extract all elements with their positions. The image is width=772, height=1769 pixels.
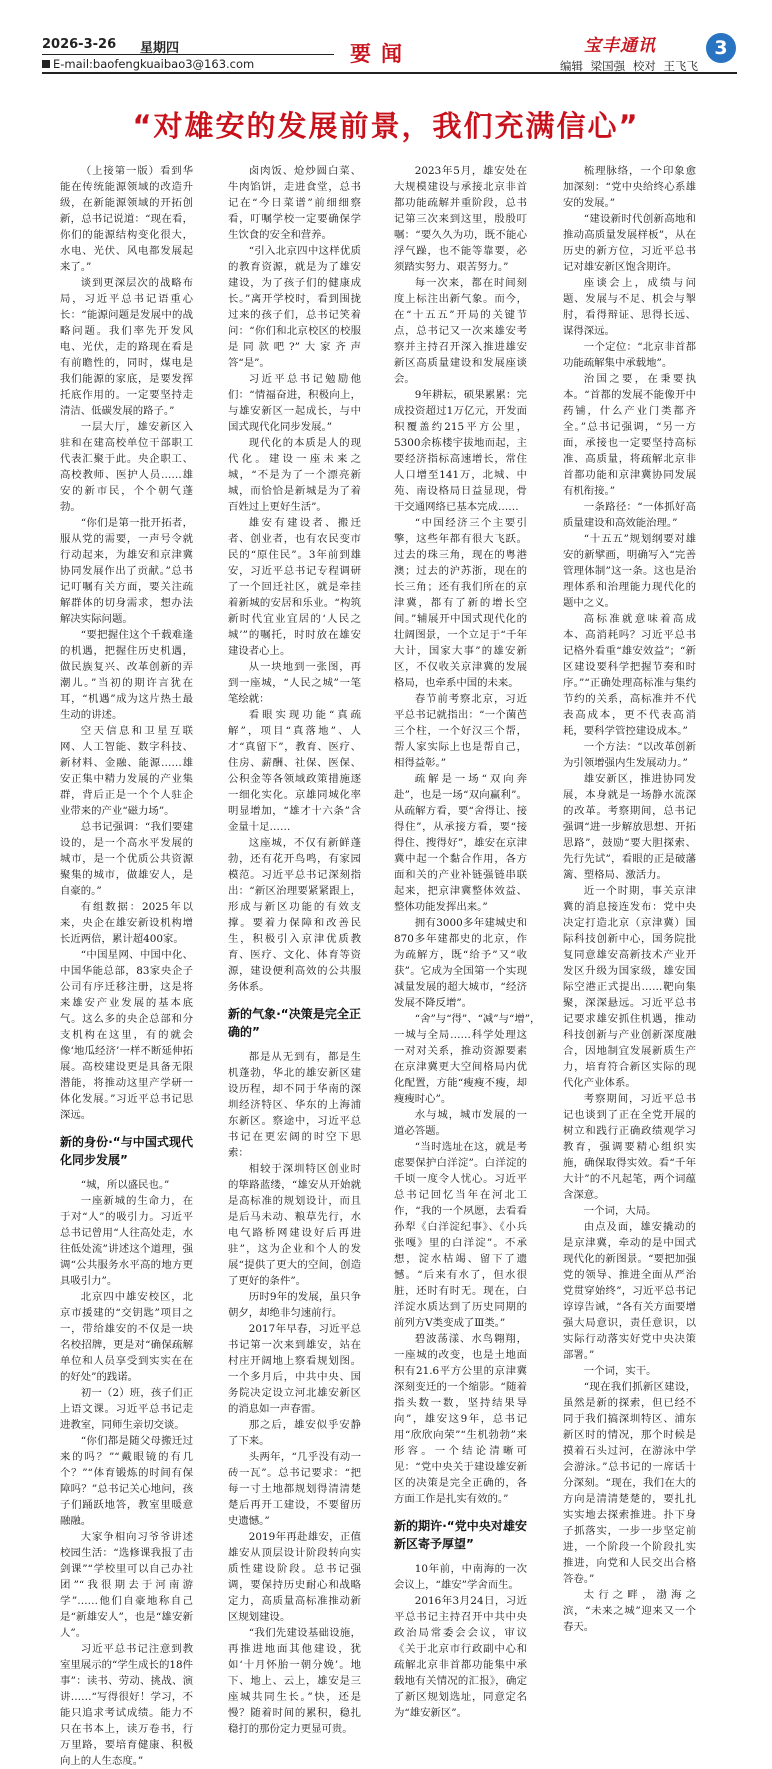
article-paragraph: 总书记强调：“我们要建设的，是一个高水平发展的城市，是一个优质公共资源聚集的城市，做雄安人，是自豪的。” [60,821,193,897]
staff-label-proof: 校对 [632,59,656,73]
article-paragraph: 看眼实现功能“真疏解”，项目“真落地”、人才“真留下”，教育、医疗、住房、薪酬、社保、医保、公积金等各领域政策措施逐一细化实化。京雄同城化率明显增加，“雄才十六条”含金量十足…… [228,709,361,833]
article-paragraph: 治国之要，在秉要执本。“首都的发展不能像开中药铺，什么产业门类都齐全。”总书记强调，“另一方面，承接也一定要坚持高标准、高质量，将疏解北京非首都功能和京津冀协同发展有机衔接。” [563,373,696,497]
article-paragraph: “建设新时代创新高地和推动高质量发展样板”，从在历史的新方位，习近平总书记对雄安新区饱含期许。 [563,213,696,273]
article-paragraph: 近一个时期，事关京津冀的消息接连发布：党中央决定打造北京（京津冀）国际科技创新中心，国务院批复同意雄安高新技术产业开发区升级为国家级，雄安国际空港正式提出……靶向集聚，深深悬远。习近平总书记要求雄安抓住机遇，推动科技创新与产业创新深度融合，因地制宜发展新质生产力，培育符合新区实际的现代化产业体系。 [563,885,696,1089]
article-paragraph: 座谈会上，成绩与问题、发展与不足、机会与掣肘，看得辩证、思得长远、谋得深远。 [563,277,696,337]
subhead-new-identity: 新的身份·“与中国式现代化同步发展” [60,1135,193,1167]
article-paragraph: 每一次来，都在时间刻度上标注出新气象。而今，在“十五五”开局的关键节点，总书记又一次来雄安考察并主持召开深入推进雄安新区高质量建设和发展座谈会。 [394,277,527,385]
article-paragraph: 2019年再赴雄安，正值雄安从顶层设计阶段转向实质性建设阶段。总书记强调，要保持历史耐心和战略定力，高质量高标准推动新区规划建设。 [228,1531,361,1623]
article-paragraph: 一座新城的生命力，在于对“人”的吸引力。习近平总书记曾用“人往高处走，水往低处流”讲述这个道理，强调“公共服务水平高的地方更具吸引力”。 [60,1195,193,1287]
article-paragraph: 从一块地到一张图，再到一座城，“人民之城”一笔笔绘就： [228,661,361,705]
article-paragraph: 谈到更深层次的战略布局，习近平总书记语重心长：“能源问题是发展中的战略问题。我们率先开发风电、光伏，走的路现在看是有前瞻性的，同时，煤电是我们能源的家底，是要发挥托底作用的。一定要坚持走清洁、低碳发展的路子。” [60,277,193,417]
contact-email: E-mail:baofengkuaibao3@163.com [42,57,254,71]
article-paragraph: 太行之畔，渤海之滨，“未来之城”迎来又一个春天。 [563,1589,696,1633]
column-4 [563,163,696,1633]
issue-weekday: 星期四 [140,41,180,56]
article-paragraph: “要把握住这个千载难逢的机遇，把握住历史机遇，做民族复兴、改革创新的弄潮儿。”当初的期许言犹在耳，“机遇”成为这片热土最生动的讲述。 [60,629,193,721]
article-paragraph: 习近平总书记勉励他们：“情福奋进，积极向上，与雄安新区一起成长，与中国式现代化同步发展。” [228,373,361,433]
col3-body [394,163,541,1507]
col2-body-after [228,1049,361,1737]
article-paragraph: 一个方法：“以改革创新为引领增强内生发展动力。” [563,741,696,769]
article-paragraph: 空天信息和卫星互联网、人工智能、数字科技、新材料、金融、能源……雄安正集中精力发展的产业集群，背后正是一个个人驻企业带来的产业“磁力场”。 [60,725,193,817]
article-paragraph: 雄安新区，推进协同发展，本身就是一场静水流深的改革。考察期间，总书记强调“进一步解放思想、开拓思路”，鼓励“要大胆探索、先行先试”，看眼的正是破藩篱、塑格局、激活力。 [563,773,696,881]
column-3 [394,163,541,1719]
article-paragraph: 疏解是一场“双向奔赴”，也是一场“双向赢利”。从疏解方看，要“舍得让、接得住”，从承接方看，要“接得住、搜得好”，雄安在京津冀中起一个黏合作用，各方面和关的产业补链强链串联起来，把京津冀整体效益、整体功能发挥出来。” [394,773,527,913]
article-paragraph: “中国经济三个主要引擎，这些年都有很大飞跃。过去的珠三角，现在的粤港澳；过去的沪苏浙，现在的长三角；还有我们所在的京津冀，都有了新的增长空间。”辅展开中国式现代化的壮阔图景，一个立足于“千年大计，国家大事”的雄安新区，不仅收关京津冀的发展格局，也牵系中国的未来。 [394,517,527,689]
article-paragraph: 春节前考察北京，习近平总书记就指出：“一个菌芭三个柱，一个好汉三个帮，帮人家实际上也是帮自己，相得益彰。” [394,693,527,769]
article-paragraph: 考察期间，习近平总书记也谈到了正在全党开展的树立和践行正确政绩观学习教育，强调要精心组织实施，确保取得实效。看“千年大计”的不凡起笔，两个词蕴含深意。 [563,1093,696,1201]
article-paragraph: 2017年早春，习近平总书记第一次来到雄安，站在村庄开阔地上察看规划图。一个多月后，中共中央、国务院决定设立河北雄安新区的消息如一声春雷。 [228,1323,361,1415]
article-paragraph: 都是从无到有，都是生机蓬勃，华北的雄安新区建设历程，却不同于华南的深圳经济特区、华东的上海浦东新区。察途中，习近平总书记在更宏阔的时空下思索： [228,1051,361,1159]
col1-body-after [60,1177,193,1769]
article-paragraph: 9年耕耘，硕果累累：完成投资超过1万亿元，开发面积覆盖约215平方公里，5300余栋楼宇拔地而起，主要经济指标高速增长，常住人口增至141万，北城、中苑、南设格局日益显现，骨干交通网络已基本完成…… [394,389,527,513]
article-paragraph: 历时9年的发展，虽只争朝夕，却绝非匀速前行。 [228,1291,361,1319]
staff-label-editor: 编辑 [560,59,583,73]
page-number-badge: 3 [706,33,736,63]
article-paragraph: 一个词，大局。 [583,1205,657,1217]
col1-body [60,163,193,1123]
article-paragraph: 雄安有建设者、搬迁者、创业者，也有农民变市民的“原住民”。3年前到雄安，习近平总书记专程调研了一个回迁社区，就是牵挂着新城的安居和乐业。“构筑新时代宜业宜居的‘人民之城’”的嘱托，时时放在雄安建设者心上。 [228,517,361,657]
article-paragraph: 大家争相向习爷爷讲述校园生活：“选修课我报了击剑课”“学校里可以自己办社团”“我很期去于河南游学”……他们自豪地称自己是“新雄安人”，也是“雄安新人”。 [60,1531,193,1639]
article-paragraph: “当时选址在这，就是考虑要保护白洋淀”。白洋淀的千顷一度令人忧心。习近平总书记回忆当年在河北工作，“我的一个夙愿，去看看孙犁《白洋淀纪事》、《小兵张嘎》里的白洋淀”。不承想，淀水枯竭、留下了遗憾。“后来有水了，但水很脏，还时有时无。现在，白洋淀水质达到了历史同期的前列方V类变成了Ⅲ类。” [394,1141,527,1329]
article-paragraph: “中国星网、中国中化、中国华能总部，83家央企子公司有序迁移注册，这是将来雄安产业发展的基本底气。这么多的央企总部和分支机构在这里，有的就会像‘地瓜经济’一样不断延伸拓展。高校建设更是具备无限潜能，将推动这里产学研一体化发展。”习近平总书记思深远。 [60,949,193,1121]
article-paragraph: 碧波荡漾、水鸟翱翔，一座城的改变，也是土地面积有21.6平方公里的京津冀深刻变迁的一个缩影。“随着指头数一数，坚持结果导向”，雄安这9年，总书记用“欣欣向荣”“生机勃勃”来形容。一个结论清晰可见：“党中央关于建设雄安新区的决策是完全正确的，各方面工作是扎实有效的。” [394,1333,527,1505]
article-paragraph: 水与城，城市发展的一道必答题。 [394,1109,527,1137]
article-paragraph: “现在我们抓新区建设，虽然是新的探索，但已经不同于我们搞深圳特区、浦东新区时的情况，那个时候是摸着石头过河，在游泳中学会游泳。”总书记的一席话十分深刻。“现在，我们在大的方向是清清楚楚的，要扎扎实实地去探索推进。扑下身子抓落实，一步一步坚定前进，一个阶段一个阶段扎实推进，向党和人民交出合格答卷。” [563,1381,696,1585]
article-paragraph: “我们先建设基础设施，再推进地面其他建设，犹如‘十月怀胎一朝分娩’。地下、地上、云上，雄安是三座城共同生长。”快，还是慢？随着时间的累积，稳扎稳打的那份定力更显可贵。 [228,1627,361,1735]
col2-body [228,163,361,995]
article-paragraph: “引入北京四中这样优质的教育资源，就是为了雄安建设，为了孩子们的健康成长。”离开学校时，看到围拢过来的孩子们，总书记笑着问：“你们和北京校区的校服是同款吧?”大家齐声答“是”。 [228,245,361,369]
col3-body-after [394,1561,527,1721]
article-paragraph: 初一（2）班，孩子们正上语文课。习近平总书记走进教室，同师生亲切交谈。 [60,1387,193,1431]
column-2 [228,163,361,1735]
col4-body [563,163,696,1635]
staff-proof-name: 王飞飞 [663,59,698,73]
article-paragraph: 2023年5月，雄安处在大规模建设与承接北京非首都功能疏解并重阶段，总书记第三次来到这里，殷殷叮嘱：“要久久为功，既不能心浮气躁，也不能等靠要，必须踏实努力、艰苦努力。” [394,165,527,273]
article-paragraph: 一个词，实干。 [583,1365,657,1377]
paper-name: 宝丰通讯 [584,36,656,56]
article-paragraph: 有组数据：2025年以来，央企在雄安新设机构增长近两倍，累计超400家。 [60,901,193,945]
article-paragraph: 2016年3月24日，习近平总书记主持召开中共中央政治局常委会会议，审议《关于北京市行政副中心和疏解北京非首都功能集中承载地有关情况的汇报》，确定了新区规划选址，同意定名为“雄安新区”。 [394,1595,527,1719]
article-paragraph: 一个定位：“北京非首都功能疏解集中承载地”。 [563,341,696,369]
article-paragraph: 拥有3000多年建城史和870多年建都史的北京，作为疏解方，既“给予”又“收获”。它成为全国第一个实现减量发展的超大城市，“经济发展不降反增”。 [394,917,527,1009]
article-paragraph: 这座城，不仅有新鲜蓬勃，还有花开鸟鸣，有家园模范。习近平总书记深刻指出：“新区治理要紧紧跟上，形成与新区功能的有效支撑。要着力保障和改善民生，积极引入京津优质教育、医疗、文化、体育等资源，建设便利高效的公共服务体系。 [228,837,361,993]
header-divider [42,54,334,55]
staff-editor-name: 梁国强 [590,59,626,73]
masthead-rule [42,72,737,74]
article-paragraph: “十五五”规划纲要对雄安的新擘画，明确写入“完善管理体制”这一条。这也是治理体系和治理能力现代化的题中之义。 [563,533,696,609]
article-paragraph: 10年前，中南海的一次会议上，“雄安”学舍而生。 [394,1563,527,1591]
article-paragraph: （上接第一版）看到华能在传统能源领域的改造升级，在新能源领域的开拓创新，总书记说道：“现在看，你们的能源结构变化很大，水电、光伏、风电都发展起来了。” [60,165,193,273]
article-paragraph: 一条路径：“一体抓好高质量建设和高效能治理。” [563,501,696,529]
issue-date: 2026-3-26 [42,37,117,52]
article-paragraph: 现代化的本质是人的现代化。建设一座未来之城，“不是为了一个漂亮新城，而恰恰是新城是为了着百姓过上更好生活”。 [228,437,361,513]
section-title: 要闻 [350,42,412,66]
article-paragraph: 一层大厅，雄安新区入驻和在建高校单位干部职工代表汇聚于此。央企职工、高校教师、医护人员……雄安的新市民，个个朝气蓬勃。 [60,421,193,513]
masthead [0,0,772,74]
article-paragraph: “你们是第一批开拓者，服从党的需要，一声号令就行动起来，为雄安和京津冀协同发展作出了贡献。”总书记叮嘱有关方面，要关注疏解群体的切身需求，想办法解决实际问题。 [60,517,193,625]
subhead-new-expectation: 新的期许·“党中央对雄安新区寄予厚望” [394,1519,527,1551]
article-paragraph: 头两年，“几乎没有动一砖一瓦”。总书记要求：“把每一寸土地都规划得清清楚楚后再开工建设，不要留历史遗憾。” [228,1451,361,1527]
article-paragraph: 梳理脉络，一个印象愈加深刻：“党中央给终心系雄安的发展。” [563,165,696,209]
column-1 [60,163,193,1767]
article-paragraph: 那之后，雄安似乎安静了下来。 [228,1419,361,1447]
article-paragraph: 卤肉饭、炝炒圆白菜、牛肉馅饼，走进食堂，总书记在“今日菜谱”前细细察看，叮嘱学校一定要确保学生饮食的安全和营养。 [228,165,361,241]
article-paragraph: “城，所以盛民也。” [80,1179,170,1191]
article-headline: “对雄安的发展前景，我们充满信心” [132,109,640,143]
article-paragraph: 由点及面，雄安撬动的是京津冀，牵动的是中国式现代化的新图景。“要把加强党的领导、推进全面从严治党贯穿始终”，习近平总书记谆谆告诫，“各有关方面要增强大局意识，责任意识，以实际行动落实好党中央决策部署。” [563,1221,696,1361]
article-paragraph: 北京四中雄安校区，北京市援建的“交钥匙”项目之一，带给雄安的不仅是一块名校招牌，更是对“确保疏解单位和人员享受到实实在在的好处”的践诺。 [60,1291,193,1383]
article-paragraph: “你们都是随父母搬迁过来的吗？”“戴眼镜的有几个？”“体育锻炼的时间有保障吗？”总书记关心地问，孩子们踊跃地答，教室里暖意融融。 [60,1435,193,1527]
article-paragraph: “舍”与“得”、“减”与“增”，一城与全局……科学处理这一对对关系，推动资源要素在京津冀更大空间格局内优化配置，方能“瘦瘦不瘦，却瘦瘦时心”。 [394,1013,541,1105]
article-paragraph: 高标准就意味着高成本、高消耗吗？习近平总书记格外看重“雄安效益”；“新区建设要科学把握节奏和时序。”“正确处理高标准与集约节约的关系，高标准并不代表高成本，更不代表高消耗，要科学管控建设成本。” [563,613,696,737]
article-paragraph: 相较于深圳特区创业时的筚路蓝缕，“雄安从开始就是高标准的规划设计，而且是后马未动、粮草先行，水电气路桥网建设好后再进驻”，这为企业和个人的发展“提供了更大的空间，创造了更好的条件”。 [228,1163,361,1287]
article-paragraph: 习近平总书记注意到教室里展示的“学生成长的18件事”：读书、劳动、挑战、演讲……“写得很好！学习，不能只追求考试成绩。能力不只在书本上，读万卷书，行万里路，要培育健康、积极向上的人生态度。” [60,1643,193,1767]
subhead-new-atmosphere: 新的气象·“决策是完全正确的” [228,1007,361,1039]
